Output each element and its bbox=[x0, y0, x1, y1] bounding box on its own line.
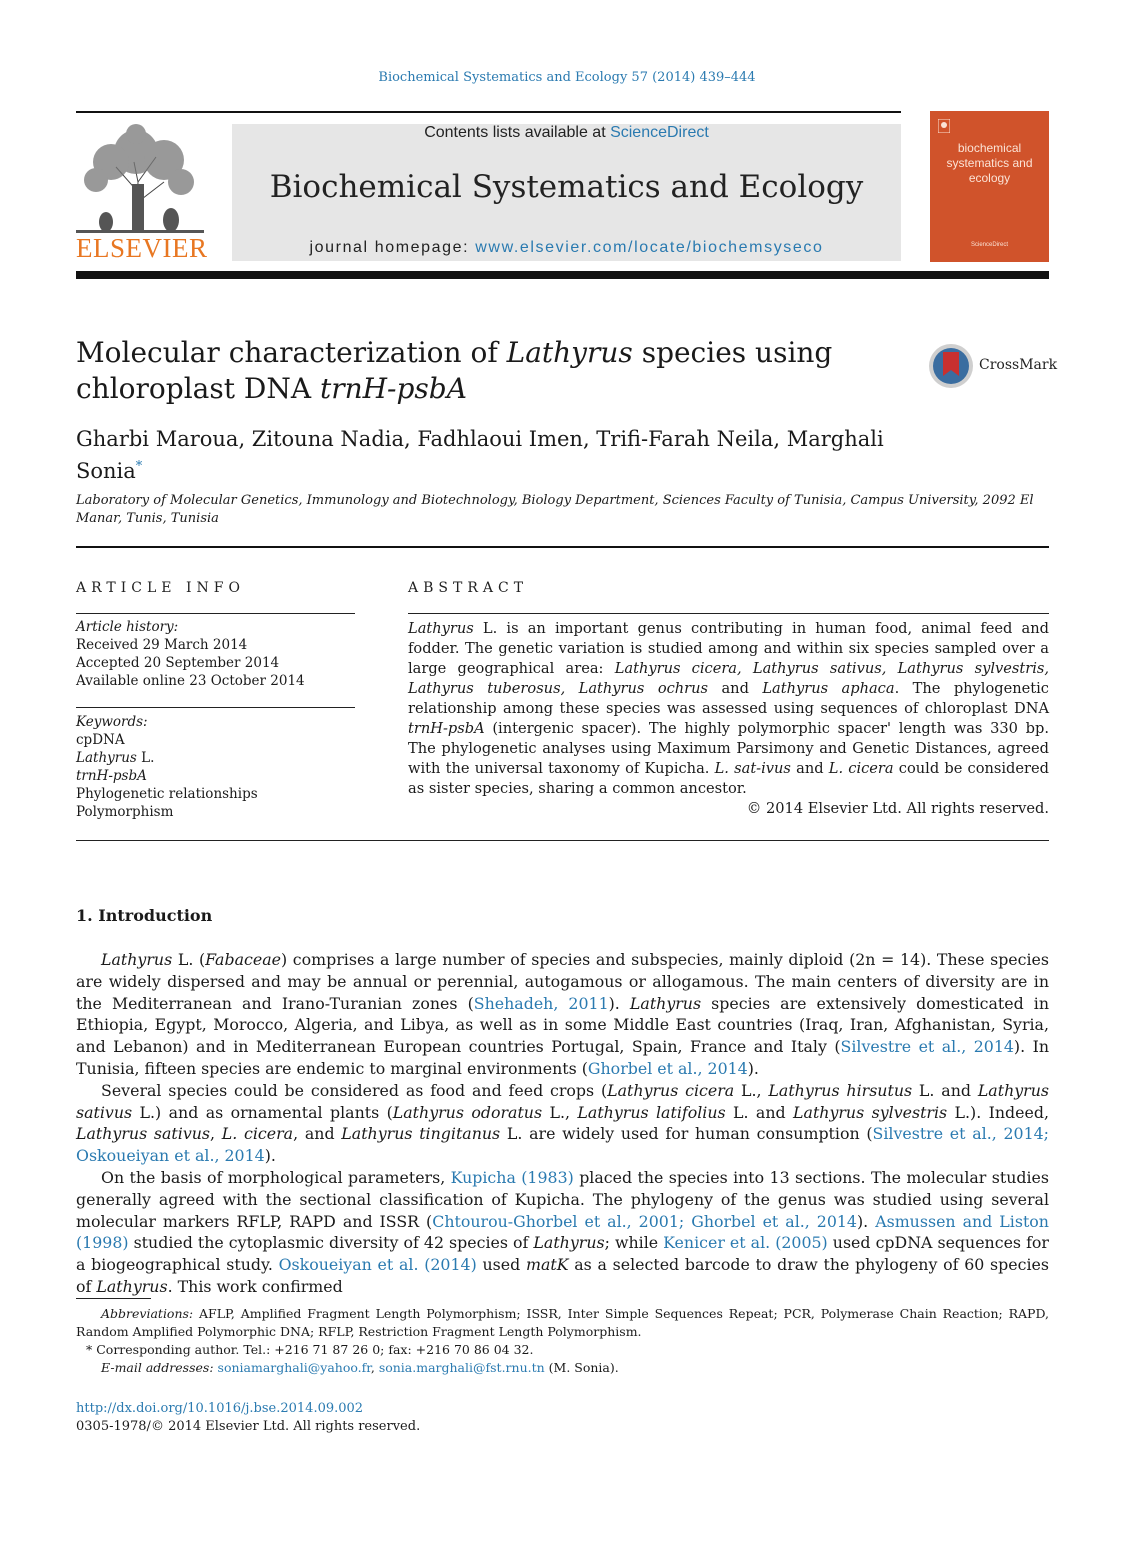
text-run: On the basis of morphological parameters, bbox=[101, 1167, 451, 1187]
text-run: placed the species into 13 sections. The molecular studies generally agreed with the sectional classification of Kupicha. The phylogeny of the genus was studied using several molecular markers RFLP, RAPD and ISSR ( bbox=[76, 1167, 1049, 1231]
text-run: ). bbox=[857, 1211, 876, 1231]
abstract-rule bbox=[408, 613, 1049, 614]
text-run: . This work confirmed bbox=[167, 1276, 343, 1296]
corresponding-author-mark[interactable]: * bbox=[135, 459, 143, 474]
doi-block bbox=[76, 1400, 676, 1436]
text-run: L.). Indeed, bbox=[947, 1102, 1049, 1122]
elsevier-tree-icon bbox=[76, 122, 204, 234]
text-run: L. and bbox=[912, 1080, 978, 1100]
contents-prefix: Contents lists available at bbox=[424, 124, 611, 141]
italic-term: Lathyrus bbox=[101, 950, 173, 969]
homepage-line bbox=[232, 239, 901, 257]
homepage-prefix: journal homepage: bbox=[309, 239, 476, 256]
keyword: Phylogenetic relationships bbox=[76, 786, 258, 802]
citation-link[interactable]: Oskoueiyan et al. (2014) bbox=[278, 1255, 477, 1275]
received-date: Received 29 March 2014 bbox=[76, 637, 248, 653]
text-run: L.) and as ornamental plants ( bbox=[132, 1102, 393, 1122]
text-run: used bbox=[476, 1255, 526, 1275]
text-run: , bbox=[210, 1124, 222, 1144]
email-link[interactable]: soniamarghali@yahoo.fr bbox=[217, 1360, 371, 1375]
italic-term: Fabaceae bbox=[205, 950, 281, 969]
header-thick-rule bbox=[76, 271, 1049, 279]
footnote-rule bbox=[76, 1298, 151, 1299]
italic-term: Lathyrus bbox=[533, 1233, 605, 1253]
keyword: Polymorphism bbox=[76, 804, 174, 820]
keyword: trnH-psbA bbox=[76, 768, 147, 784]
keywords-list bbox=[76, 713, 355, 821]
text-run: Several species could be considered as food and feed crops ( bbox=[101, 1080, 608, 1100]
citation-link[interactable]: Kupicha (1983) bbox=[450, 1167, 574, 1187]
publisher-mini-logo-icon bbox=[938, 119, 950, 133]
journal-cover bbox=[930, 111, 1049, 262]
header-rule bbox=[76, 111, 901, 113]
italic-term: Lathyrus hirsutus bbox=[768, 1080, 913, 1100]
abstract-copyright: © 2014 Elsevier Ltd. All rights reserved. bbox=[746, 800, 1049, 817]
crossmark-label: CrossMark bbox=[979, 357, 1058, 373]
text-run: L., bbox=[542, 1102, 578, 1122]
citation-link[interactable]: Ghorbel et al., 2014 bbox=[587, 1058, 748, 1078]
citation-link[interactable]: Kenicer et al. (2005) bbox=[663, 1233, 828, 1253]
introduction-heading: 1. Introduction bbox=[76, 906, 213, 925]
history-label: Article history: bbox=[76, 619, 179, 635]
journal-title: Biochemical Systematics and Ecology bbox=[269, 169, 864, 205]
text-run: L. ( bbox=[172, 950, 206, 969]
text-run: , and bbox=[293, 1124, 342, 1144]
keywords-label: Keywords: bbox=[76, 714, 148, 730]
citation-link[interactable]: Chtourou-Ghorbel et al., 2001; Ghorbel et al., 2014 bbox=[432, 1211, 857, 1231]
cover-sciencedirect-mark: ScienceDirect bbox=[970, 242, 1008, 248]
italic-term: Lathyrus sylvestris bbox=[793, 1102, 948, 1122]
italic-term: Lathyrus odoratus bbox=[392, 1102, 543, 1122]
italic-term: Lathyrus sativus bbox=[76, 1080, 1049, 1122]
text-run: L. are widely used for human consumption ( bbox=[500, 1124, 873, 1144]
keyword: cpDNA bbox=[76, 732, 125, 748]
text-run: ). In Tunisia, fifteen species are endemic to marginal environments ( bbox=[76, 1037, 1049, 1078]
doi-link[interactable]: http://dx.doi.org/10.1016/j.bse.2014.09.002 bbox=[76, 1401, 364, 1416]
homepage-link[interactable]: www.elsevier.com/locate/biochemsyseco bbox=[475, 239, 824, 256]
italic-term: Lathyrus latifolius bbox=[577, 1102, 726, 1122]
text-run: ). bbox=[747, 1058, 759, 1078]
front-matter-rule bbox=[76, 840, 1049, 841]
article-history bbox=[76, 618, 355, 690]
text-run: species are extensively domesticated in Ethiopia, Egypt, Morocco, Algeria, and Libya, as well as in some Middle East countries (Iraq, Iran, Afghanistan, Syria, and Lebanon) and in Mediterranean European countries Portugal, Spain, France and Italy ( bbox=[76, 993, 1049, 1057]
citation-link[interactable]: Silvestre et al., 2014 bbox=[840, 1037, 1014, 1057]
crossmark-icon bbox=[927, 342, 975, 390]
italic-term: Lathyrus tingitanus bbox=[341, 1124, 501, 1144]
text-run: L., bbox=[734, 1080, 769, 1100]
italic-term: Lathyrus cicera bbox=[607, 1080, 735, 1100]
abstract-text: Lathyrus L. is an important genus contributing in human food, animal feed and fodder. The genetic variation is studied among and within six species sampled over a large geographical area: Lathyrus cicera, Lathyrus sativus, Lathyrus sylvestris, Lathyrus tuberosus, Lathyrus ochrus and Lathyrus aphaca. The phylogenetic relationship among these species was assessed using sequences of chloroplast DNA trnH-psbA (intergenic spacer). The highly polymorphic spacer' length was 330 bp. The phylogenetic analyses using Maximum Parsimony and Genetic Distances, agreed with the universal taxonomy of Kupicha. L. sat-ivus and L. cicera could be considered as sister species, sharing a common ancestor. © 2014 Elsevier Ltd. All rights reserved. bbox=[408, 620, 1050, 817]
italic-term: Lathyrus bbox=[629, 993, 702, 1013]
citation-link[interactable]: Asmussen and Liston (1998) bbox=[76, 1211, 1049, 1253]
text-run: used cpDNA sequences for a biogeographical study. bbox=[76, 1233, 1049, 1275]
paragraph bbox=[76, 949, 1049, 1080]
text-run: ; while bbox=[604, 1233, 664, 1253]
article-info-rule bbox=[76, 613, 355, 614]
author-list: Gharbi Maroua, Zitouna Nadia, Fadhlaoui Imen, Trifi-Farah Neila, Marghali Sonia* bbox=[76, 427, 884, 483]
abbreviations-note: Abbreviations: AFLP, Amplified Fragment Length Polymorphism; ISSR, Inter Simple Sequences Repeat; PCR, Polymerase Chain Reaction; RAPD, Random Amplified Polymorphic DNA; RFLP, Restriction Fragment Length Polymorphism. bbox=[76, 1306, 1049, 1339]
article-info-heading: ARTICLE INFO bbox=[76, 580, 245, 596]
elsevier-wordmark: ELSEVIER bbox=[76, 233, 208, 263]
accepted-date: Accepted 20 September 2014 bbox=[76, 655, 280, 671]
cover-title: biochemical systematics and ecology bbox=[946, 141, 1033, 185]
introduction-body bbox=[76, 949, 1049, 1298]
crossmark-badge[interactable] bbox=[927, 342, 1058, 390]
sciencedirect-link[interactable]: ScienceDirect bbox=[610, 124, 709, 141]
text-run: ). bbox=[608, 993, 630, 1013]
text-run: L. and bbox=[725, 1102, 794, 1122]
footnotes bbox=[76, 1305, 1049, 1377]
contents-line bbox=[232, 124, 901, 142]
keywords-rule bbox=[76, 707, 355, 708]
paragraph bbox=[76, 1167, 1049, 1298]
text-run: studied the cytoplasmic diversity of 42 species of bbox=[128, 1233, 534, 1253]
email-note: E-mail addresses: soniamarghali@yahoo.fr, sonia.marghali@fst.rnu.tn (M. Sonia). bbox=[101, 1360, 619, 1375]
text-run: ) comprises a large number of species and subspecies, mainly diploid (2n = 14). These species are widely dispersed and may be annual or perennial, autogamous or allogamous. The main centers of diversity are in the Mediterranean and Irano-Turanian zones ( bbox=[76, 950, 1050, 1013]
italic-term: L. cicera bbox=[221, 1124, 294, 1144]
title-rule bbox=[76, 546, 1049, 548]
italic-term: matK bbox=[525, 1255, 569, 1275]
journal-banner bbox=[232, 124, 901, 261]
text-run: as a selected barcode to draw the phylogeny of 60 species of bbox=[76, 1255, 1049, 1296]
italic-term: Lathyrus bbox=[96, 1276, 168, 1296]
abstract-heading: ABSTRACT bbox=[408, 580, 529, 596]
paragraph bbox=[76, 1080, 1049, 1167]
citation-link[interactable]: Silvestre et al., 2014; Oskoueiyan et al., 2014 bbox=[76, 1124, 1049, 1166]
article-title: Molecular characterization of Lathyrus species using chloroplast DNA trnH-psbA bbox=[76, 336, 833, 405]
text-run: ). bbox=[264, 1146, 276, 1166]
online-date: Available online 23 October 2014 bbox=[76, 673, 305, 689]
italic-term: Lathyrus sativus bbox=[76, 1124, 211, 1144]
issn-copyright: 0305-1978/© 2014 Elsevier Ltd. All rights reserved. bbox=[76, 1419, 421, 1434]
email-link[interactable]: sonia.marghali@fst.rnu.tn bbox=[378, 1360, 545, 1375]
keyword: Lathyrus L. bbox=[76, 750, 155, 766]
corresponding-author-note: * Corresponding author. Tel.: +216 71 87 26 0; fax: +216 70 86 04 32. bbox=[86, 1342, 534, 1357]
affiliation: Laboratory of Molecular Genetics, Immunology and Biotechnology, Biology Department, Sciences Faculty of Tunisia, Campus University, 2092 El Manar, Tunis, Tunisia bbox=[76, 493, 1034, 526]
citation-link[interactable]: Shehadeh, 2011 bbox=[473, 993, 609, 1013]
elsevier-logo bbox=[76, 122, 208, 264]
journal-citation[interactable]: Biochemical Systematics and Ecology 57 (2014) 439–444 bbox=[378, 70, 756, 85]
